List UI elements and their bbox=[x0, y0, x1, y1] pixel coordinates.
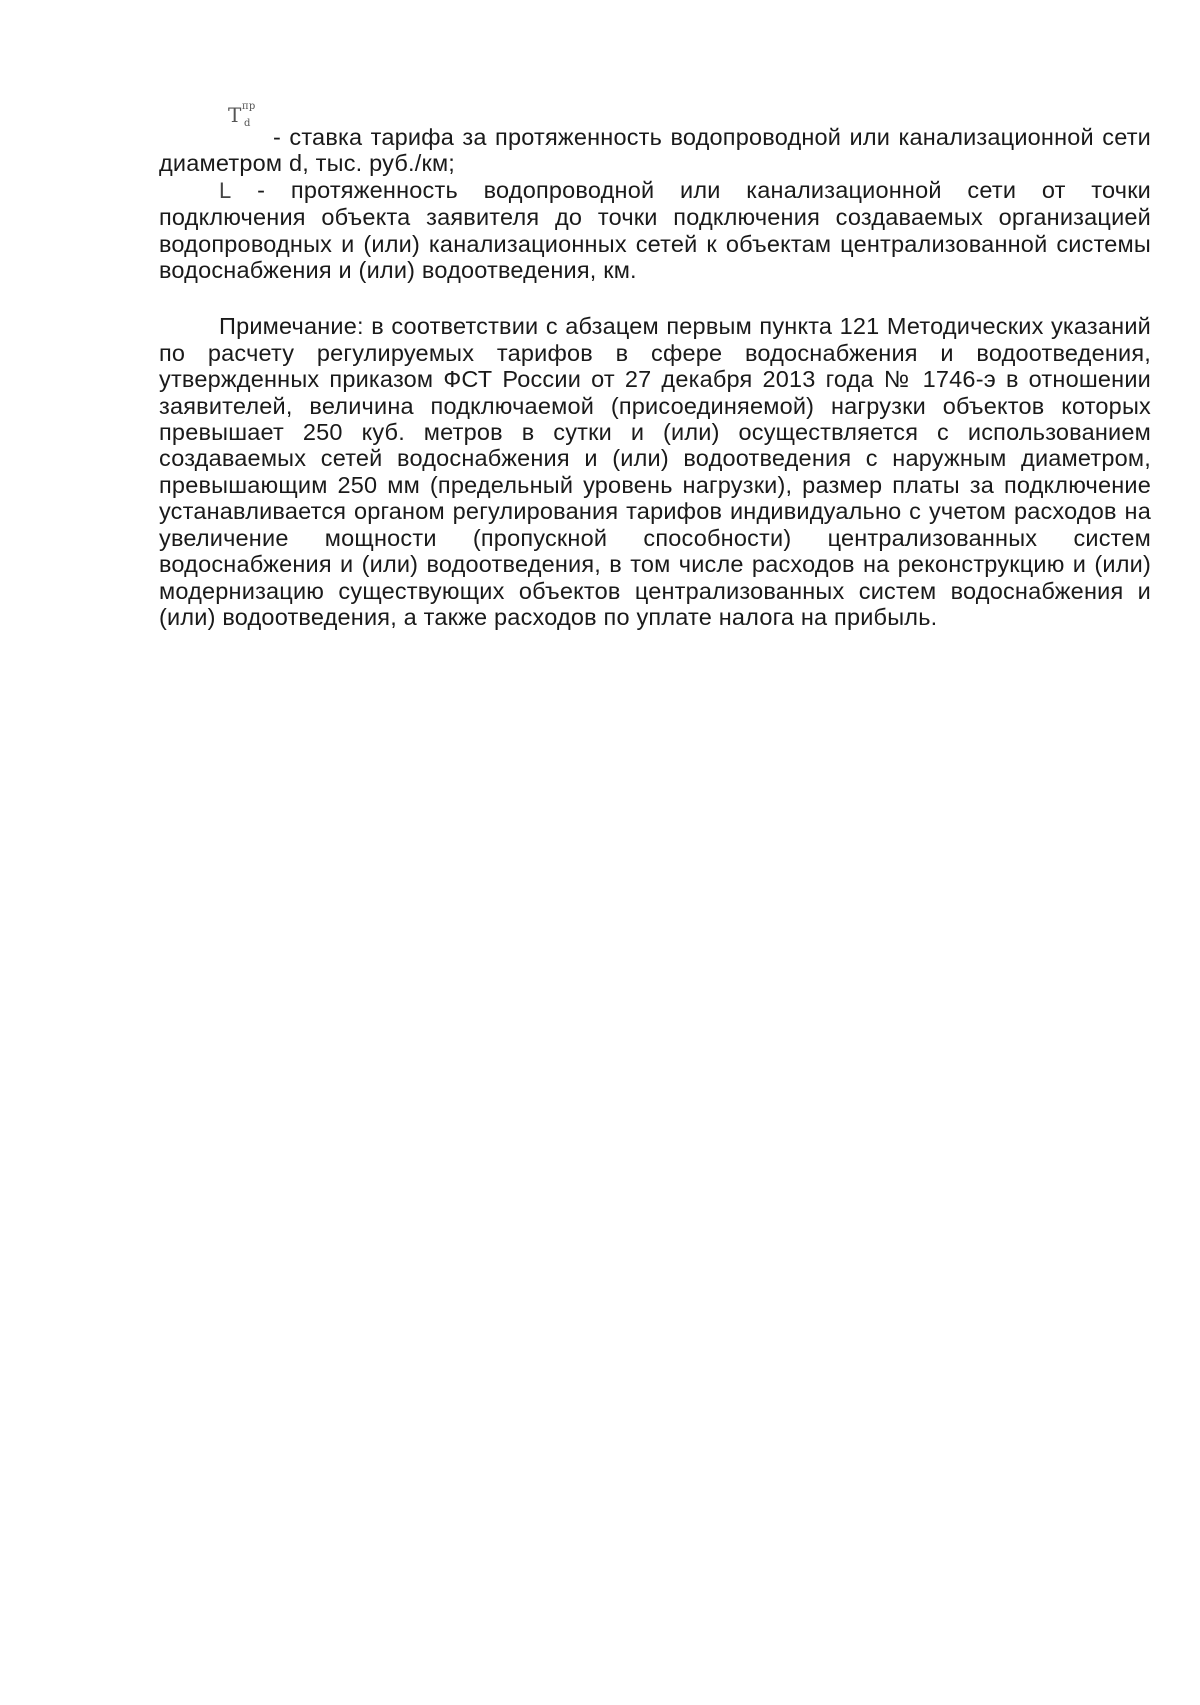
paragraph-gap bbox=[159, 283, 1151, 313]
tariff-rate-symbol bbox=[228, 101, 256, 129]
network-length-symbol: L bbox=[219, 177, 232, 203]
document-body bbox=[159, 101, 1151, 630]
note-paragraph: Примечание: в соответствии с абзацем первым пункта 121 Методических указаний по расчету регулируемых тарифов в сфере водоснабжения и водоотведения, утвержденных приказом ФСТ России от 27 декабря 2013 года № 1746-э в отношении заявителей, величина подключаемой (присоединяемой) нагрузки объектов которых превышает 250 куб. метров в сутки и (или) осуществляется с использованием создаваемых сетей водоснабжения и (или) водоотведения с наружным диаметром, превышающим 250 мм (предельный уровень нагрузки), размер платы за подключение устанавливается органом регулирования тарифов индивидуально с учетом расходов на увеличение мощности (пропускной способности) централизованных систем водоснабжения и (или) водоотведения, в том числе расходов на реконструкцию и (или) модернизацию существующих объектов централизованных систем водоснабжения и (или) водоотведения, а также расходов по уплате налога на прибыль. bbox=[159, 313, 1151, 630]
tariff-rate-symbol-superscript: пр bbox=[242, 101, 256, 112]
tariff-rate-description: - ставка тарифа за протяженность водопроводной или канализационной сети диаметром d, тыс. руб./км; bbox=[159, 124, 1151, 177]
tariff-rate-symbol-base: T bbox=[228, 103, 242, 127]
network-length-description: - протяженность водопроводной или канализационной сети от точки подключения объекта заявителя до точки подключения создаваемых организацией водопроводных и (или) канализационных сетей к объектам централизованной системы водоснабжения и (или) водоотведения, км. bbox=[159, 176, 1151, 284]
tariff-rate-symbol-subscript: d bbox=[244, 118, 251, 129]
definition-network-length bbox=[159, 177, 1151, 284]
definition-tariff-rate bbox=[159, 101, 1151, 177]
